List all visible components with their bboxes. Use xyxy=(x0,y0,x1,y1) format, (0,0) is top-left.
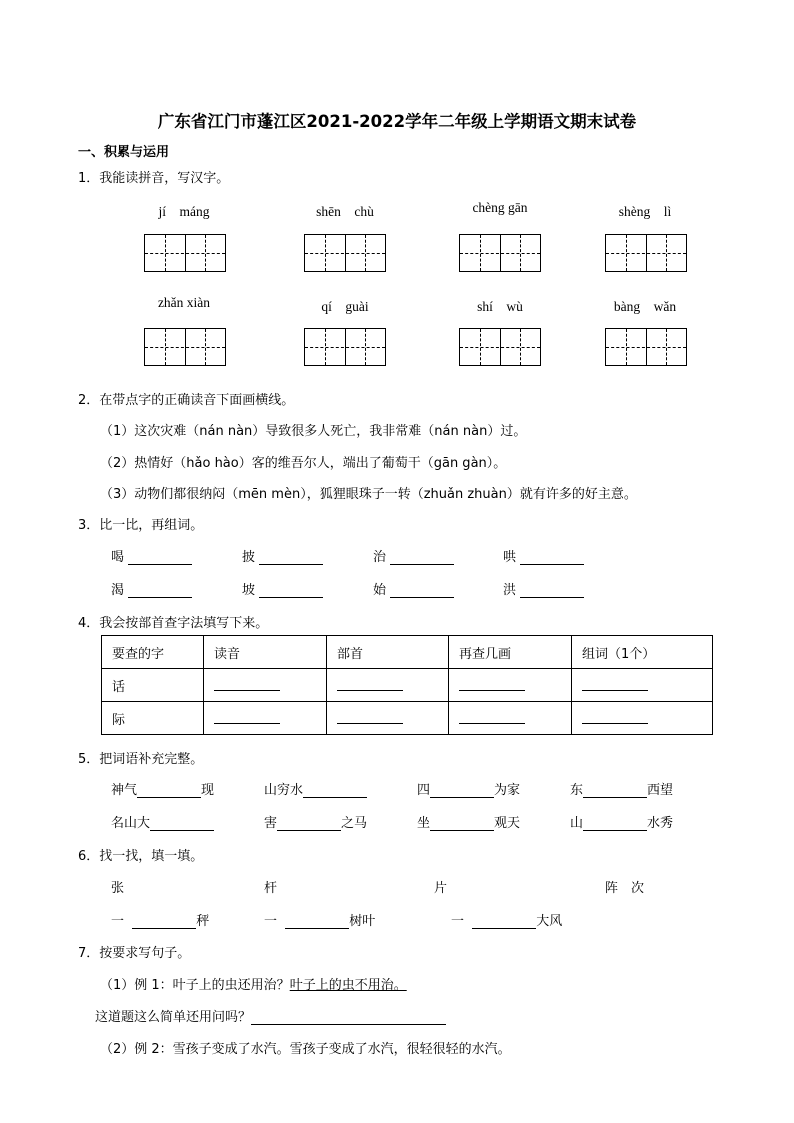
section-heading: 一、积累与运用 xyxy=(78,145,170,160)
idiom-item xyxy=(570,779,673,798)
pinyin-label: shí wù xyxy=(477,299,523,314)
idiom-part: 之马 xyxy=(341,816,368,831)
table-cell-blank[interactable] xyxy=(204,702,327,735)
compare-word xyxy=(373,546,454,565)
answer-blank[interactable] xyxy=(430,783,494,798)
compare-char: 披 xyxy=(242,550,256,565)
question-2-item: （1）这次灾难（nán nàn）导致很多人死亡，我非常难（nán nàn）过。 xyxy=(100,424,527,439)
idiom-part: 为家 xyxy=(494,783,521,798)
answer-blank[interactable] xyxy=(430,816,494,831)
idiom-part: 观天 xyxy=(494,816,521,831)
table-header: 要查的字 xyxy=(102,636,204,669)
writing-grid[interactable] xyxy=(459,234,541,272)
example-2: （2）例 2：雪孩子变成了水汽。雪孩子变成了水汽，很轻很轻的水汽。 xyxy=(100,1042,511,1057)
writing-grid[interactable] xyxy=(459,328,541,366)
word-option: 杆 xyxy=(264,881,278,896)
table-cell-blank[interactable] xyxy=(204,669,327,702)
idiom-item xyxy=(264,779,367,798)
writing-grid[interactable] xyxy=(605,234,687,272)
idiom-part: 西望 xyxy=(647,783,674,798)
answer-blank[interactable] xyxy=(251,1010,446,1025)
compare-char: 始 xyxy=(373,583,387,598)
answer-blank[interactable] xyxy=(128,550,192,565)
pinyin-label: bàng wǎn xyxy=(613,299,677,314)
pinyin-label: shèng lì xyxy=(618,204,672,219)
idiom-part: 水秀 xyxy=(647,816,674,831)
compare-word xyxy=(242,579,323,598)
fill-part: 一 xyxy=(451,914,465,929)
idiom-part: 山 xyxy=(570,816,584,831)
example-1-task xyxy=(95,1006,446,1025)
answer-blank[interactable] xyxy=(583,816,647,831)
table-cell-char: 话 xyxy=(102,669,204,702)
table-header: 读音 xyxy=(204,636,327,669)
page-title: 广东省江门市蓬江区2021-2022学年二年级上学期语文期末试卷 xyxy=(157,112,637,131)
answer-blank[interactable] xyxy=(583,783,647,798)
compare-word xyxy=(111,546,192,565)
example-1 xyxy=(100,974,429,993)
pinyin-label: shēn chù xyxy=(316,204,374,219)
answer-blank[interactable] xyxy=(137,783,201,798)
table-header-row xyxy=(102,636,713,669)
table-cell-blank[interactable] xyxy=(449,669,572,702)
fill-part: 一 xyxy=(264,914,278,929)
compare-char: 渴 xyxy=(111,583,125,598)
table-row xyxy=(102,702,713,735)
table-cell-blank[interactable] xyxy=(572,702,713,735)
writing-grid[interactable] xyxy=(605,328,687,366)
example-1-answer: 叶子上的虫不用治。 xyxy=(289,978,407,993)
table-cell-blank[interactable] xyxy=(449,702,572,735)
writing-grid[interactable] xyxy=(144,328,226,366)
question-2-label: 2．在带点字的正确读音下面画横线。 xyxy=(78,393,295,408)
table-header: 部首 xyxy=(327,636,449,669)
compare-word xyxy=(503,579,584,598)
measure-fill xyxy=(111,910,209,929)
idiom-part: 神气 xyxy=(111,783,138,798)
pinyin-label: chèng gān xyxy=(472,200,528,215)
question-6-label: 6．找一找，填一填。 xyxy=(78,849,204,864)
table-row xyxy=(102,669,713,702)
idiom-item xyxy=(264,812,367,831)
answer-blank[interactable] xyxy=(520,583,584,598)
idiom-part: 东 xyxy=(570,783,584,798)
compare-word xyxy=(503,546,584,565)
question-3-label: 3．比一比，再组词。 xyxy=(78,518,204,533)
answer-blank[interactable] xyxy=(303,783,367,798)
compare-char: 哄 xyxy=(503,550,517,565)
fill-part: 大风 xyxy=(536,914,563,929)
measure-fill xyxy=(451,910,562,929)
answer-blank[interactable] xyxy=(132,914,196,929)
answer-blank[interactable] xyxy=(520,550,584,565)
question-1-label: 1．我能读拼音，写汉字。 xyxy=(78,171,230,186)
compare-word xyxy=(111,579,192,598)
idiom-item xyxy=(570,812,673,831)
table-header: 组词（1个） xyxy=(572,636,713,669)
fill-part: 秤 xyxy=(196,914,210,929)
idiom-part: 四 xyxy=(417,783,431,798)
writing-grid[interactable] xyxy=(304,328,386,366)
table-cell-char: 际 xyxy=(102,702,204,735)
question-4-label: 4．我会按部首查字法填写下来。 xyxy=(78,616,269,631)
measure-fill xyxy=(264,910,375,929)
compare-char: 喝 xyxy=(111,550,125,565)
word-option: 阵 次 xyxy=(605,881,645,896)
answer-blank[interactable] xyxy=(128,583,192,598)
word-option: 张 xyxy=(111,881,125,896)
idiom-part: 山穷水 xyxy=(264,783,304,798)
table-cell-blank[interactable] xyxy=(327,702,449,735)
pinyin-label: jí máng xyxy=(158,204,210,219)
fill-part: 树叶 xyxy=(349,914,376,929)
dictionary-table xyxy=(101,635,713,735)
pinyin-label: qí guài xyxy=(321,299,369,314)
table-cell-blank[interactable] xyxy=(572,669,713,702)
idiom-item xyxy=(111,779,214,798)
answer-blank[interactable] xyxy=(285,914,349,929)
answer-blank[interactable] xyxy=(472,914,536,929)
writing-grid[interactable] xyxy=(144,234,226,272)
table-cell-blank[interactable] xyxy=(327,669,449,702)
question-2-item: （2）热情好（hǎo hào）客的维吾尔人，端出了葡萄干（gān gàn）。 xyxy=(100,456,507,471)
answer-blank[interactable] xyxy=(277,816,341,831)
idiom-item xyxy=(417,779,520,798)
compare-char: 洪 xyxy=(503,583,517,598)
writing-grid[interactable] xyxy=(304,234,386,272)
question-7-label: 7．按要求写句子。 xyxy=(78,946,191,961)
answer-blank[interactable] xyxy=(259,550,323,565)
compare-char: 坡 xyxy=(242,583,256,598)
example-1-prefix: （1）例 1：叶子上的虫还用治？ xyxy=(100,978,290,993)
word-option: 片 xyxy=(434,881,448,896)
pinyin-label: zhǎn xiàn xyxy=(157,295,211,310)
answer-blank[interactable] xyxy=(259,583,323,598)
question-5-label: 5．把词语补充完整。 xyxy=(78,752,204,767)
idiom-item xyxy=(111,812,214,831)
idiom-item xyxy=(417,812,520,831)
question-2-item: （3）动物们都很纳闷（mēn mèn），狐狸眼珠子一转（zhuǎn zhuàn）就有许多的好主意。 xyxy=(100,487,637,502)
fill-part: 一 xyxy=(111,914,125,929)
answer-blank[interactable] xyxy=(390,550,454,565)
answer-blank[interactable] xyxy=(150,816,214,831)
idiom-part: 害 xyxy=(264,816,278,831)
compare-char: 治 xyxy=(373,550,387,565)
idiom-part: 坐 xyxy=(417,816,431,831)
idiom-part: 名山大 xyxy=(111,816,151,831)
table-header: 再查几画 xyxy=(449,636,572,669)
idiom-part: 现 xyxy=(201,783,215,798)
answer-blank[interactable] xyxy=(390,583,454,598)
compare-word xyxy=(373,579,454,598)
compare-word xyxy=(242,546,323,565)
task-text: 这道题这么简单还用问吗？ xyxy=(95,1010,252,1025)
